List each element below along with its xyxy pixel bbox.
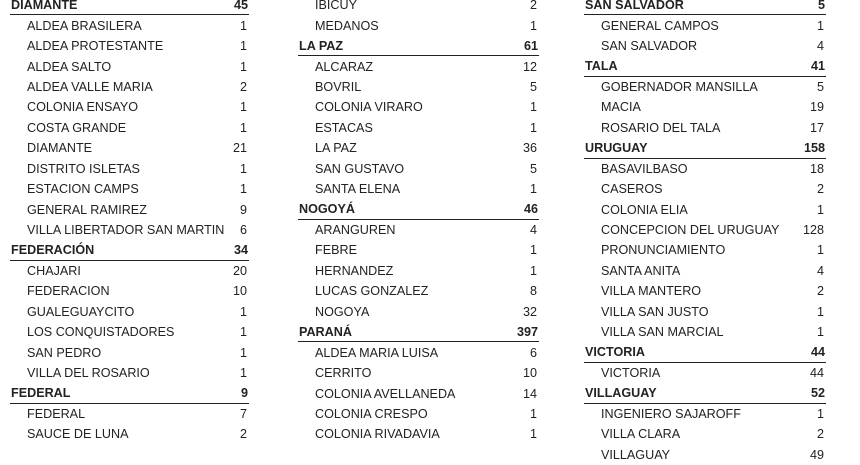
locality-count: 1 <box>239 120 247 135</box>
locality-name: FEDERACION <box>27 284 110 299</box>
locality-count: 2 <box>816 427 824 442</box>
locality-count: 36 <box>522 141 537 156</box>
locality-count: 1 <box>529 243 537 258</box>
locality-row <box>584 404 826 424</box>
locality-name: COLONIA CRESPO <box>315 406 428 421</box>
locality-name: VILLA SAN JUSTO <box>601 304 709 319</box>
locality-name: VILLA LIBERTADOR SAN MARTIN <box>27 223 225 238</box>
locality-name: LA PAZ <box>315 141 357 156</box>
locality-row <box>10 220 249 240</box>
department-total: 44 <box>810 345 825 360</box>
department-total: 158 <box>803 140 825 155</box>
locality-row <box>10 424 249 444</box>
locality-row <box>584 445 826 465</box>
locality-count: 2 <box>239 427 247 442</box>
department-header <box>10 383 249 403</box>
locality-name: DIAMANTE <box>27 141 93 156</box>
department-header <box>584 138 826 158</box>
department-header <box>298 322 539 342</box>
locality-row <box>584 179 826 199</box>
locality-row <box>584 36 826 56</box>
locality-name: VILLAGUAY <box>601 447 671 462</box>
department-name: DIAMANTE <box>11 0 78 12</box>
locality-count: 7 <box>239 406 247 421</box>
locality-row <box>298 424 539 444</box>
locality-row <box>298 15 539 35</box>
locality-count: 1 <box>816 325 824 340</box>
locality-name: COLONIA AVELLANEDA <box>315 386 456 401</box>
department-name: LA PAZ <box>299 38 344 53</box>
locality-name: GUALEGUAYCITO <box>27 304 135 319</box>
locality-count: 17 <box>809 120 824 135</box>
locality-name: GENERAL CAMPOS <box>601 18 719 33</box>
locality-count: 1 <box>239 100 247 115</box>
locality-row <box>10 302 249 322</box>
locality-row <box>584 118 826 138</box>
locality-name: IBICUY <box>315 0 357 13</box>
locality-row <box>10 77 249 97</box>
locality-row <box>10 138 249 158</box>
locality-row <box>584 322 826 342</box>
locality-row <box>584 302 826 322</box>
locality-row <box>584 281 826 301</box>
locality-name: FEDERAL <box>27 406 86 421</box>
locality-count: 5 <box>816 79 824 94</box>
locality-name: LUCAS GONZALEZ <box>315 284 429 299</box>
locality-row <box>584 220 826 240</box>
locality-count: 20 <box>232 263 247 278</box>
locality-row <box>298 261 539 281</box>
locality-name: COLONIA ENSAYO <box>27 100 139 115</box>
locality-count: 2 <box>816 182 824 197</box>
locality-name: COLONIA VIRARO <box>315 100 423 115</box>
locality-name: FEBRE <box>315 243 357 258</box>
locality-count: 1 <box>816 406 824 421</box>
locality-row <box>298 0 539 15</box>
locality-count: 10 <box>522 366 537 381</box>
locality-count: 6 <box>529 345 537 360</box>
locality-count: 32 <box>522 304 537 319</box>
locality-row <box>584 77 826 97</box>
department-header <box>10 0 249 15</box>
locality-row <box>10 261 249 281</box>
locality-row <box>298 342 539 362</box>
locality-name: INGENIERO SAJAROFF <box>601 406 741 421</box>
locality-row <box>10 56 249 76</box>
locality-name: SANTA ELENA <box>315 182 401 197</box>
locality-count: 1 <box>529 120 537 135</box>
locality-row <box>298 56 539 76</box>
locality-count: 9 <box>239 202 247 217</box>
locality-name: CONCEPCION DEL URUGUAY <box>601 223 780 238</box>
department-header <box>298 199 539 219</box>
locality-count: 1 <box>239 304 247 319</box>
locality-name: PRONUNCIAMIENTO <box>601 243 726 258</box>
locality-count: 1 <box>529 100 537 115</box>
locality-count: 18 <box>809 161 824 176</box>
locality-row <box>298 77 539 97</box>
locality-name: COSTA GRANDE <box>27 120 127 135</box>
locality-name: ESTACION CAMPS <box>27 182 139 197</box>
locality-count: 128 <box>802 223 824 238</box>
locality-name: ALDEA BRASILERA <box>27 18 142 33</box>
locality-row <box>298 138 539 158</box>
locality-count: 5 <box>529 79 537 94</box>
locality-row <box>298 240 539 260</box>
department-name: VILLAGUAY <box>585 386 657 401</box>
locality-count: 1 <box>239 161 247 176</box>
department-name: PARANÁ <box>299 324 352 339</box>
locality-row <box>584 261 826 281</box>
department-total: 397 <box>516 324 538 339</box>
locality-count: 1 <box>529 406 537 421</box>
locality-name: GOBERNADOR MANSILLA <box>601 79 758 94</box>
locality-name: ALCARAZ <box>315 59 374 74</box>
locality-name: HERNANDEZ <box>315 263 394 278</box>
locality-row <box>298 159 539 179</box>
locality-count: 2 <box>239 79 247 94</box>
locality-row <box>584 363 826 383</box>
locality-name: GENERAL RAMIREZ <box>27 202 147 217</box>
locality-count: 21 <box>232 141 247 156</box>
department-total: 46 <box>523 202 538 217</box>
department-name: NOGOYÁ <box>299 202 355 217</box>
locality-count: 6 <box>239 223 247 238</box>
locality-row <box>10 199 249 219</box>
locality-count: 44 <box>809 366 824 381</box>
locality-name: DISTRITO ISLETAS <box>27 161 140 176</box>
locality-name: CHAJARI <box>27 263 81 278</box>
locality-name: COLONIA ELIA <box>601 202 688 217</box>
locality-count: 1 <box>239 366 247 381</box>
column-3 <box>584 0 826 465</box>
locality-count: 1 <box>239 325 247 340</box>
locality-row <box>10 363 249 383</box>
locality-row <box>584 15 826 35</box>
locality-count: 1 <box>816 304 824 319</box>
locality-name: SAUCE DE LUNA <box>27 427 129 442</box>
locality-name: LOS CONQUISTADORES <box>27 325 175 340</box>
locality-row <box>10 404 249 424</box>
department-name: URUGUAY <box>585 140 648 155</box>
locality-count: 2 <box>816 284 824 299</box>
department-total: 52 <box>810 386 825 401</box>
locality-name: SANTA ANITA <box>601 263 681 278</box>
locality-row <box>10 118 249 138</box>
locality-name: NOGOYA <box>315 304 370 319</box>
locality-name: VILLA SAN MARCIAL <box>601 325 724 340</box>
locality-row <box>298 179 539 199</box>
locality-count: 49 <box>809 447 824 462</box>
department-total: 9 <box>240 386 248 401</box>
locality-row <box>298 383 539 403</box>
locality-name: COLONIA RIVADAVIA <box>315 427 440 442</box>
locality-count: 14 <box>522 386 537 401</box>
locality-name: ALDEA VALLE MARIA <box>27 79 153 94</box>
locality-name: MEDANOS <box>315 18 379 33</box>
locality-count: 1 <box>816 202 824 217</box>
locality-count: 1 <box>239 39 247 54</box>
locality-row <box>10 15 249 35</box>
locality-row <box>298 302 539 322</box>
locality-row <box>298 281 539 301</box>
locality-count: 1 <box>239 18 247 33</box>
locality-count: 1 <box>529 427 537 442</box>
department-total: 5 <box>817 0 825 12</box>
locality-name: VILLA MANTERO <box>601 284 702 299</box>
locality-count: 4 <box>816 39 824 54</box>
department-total: 34 <box>233 242 248 257</box>
locality-row <box>298 97 539 117</box>
department-header <box>298 36 539 56</box>
locality-count: 8 <box>529 284 537 299</box>
locality-name: SAN SALVADOR <box>601 39 698 54</box>
locality-row <box>298 404 539 424</box>
locality-row <box>584 97 826 117</box>
locality-row <box>10 322 249 342</box>
locality-name: SAN PEDRO <box>27 345 102 360</box>
column-1 <box>10 0 249 445</box>
department-name: SAN SALVADOR <box>585 0 684 12</box>
department-header <box>584 56 826 76</box>
locality-count: 4 <box>816 263 824 278</box>
locality-name: BASAVILBASO <box>601 161 688 176</box>
locality-count: 12 <box>522 59 537 74</box>
locality-count: 5 <box>529 161 537 176</box>
department-name: FEDERAL <box>11 386 71 401</box>
locality-count: 10 <box>232 284 247 299</box>
locality-row <box>584 159 826 179</box>
locality-row <box>584 424 826 444</box>
locality-name: ARANGUREN <box>315 223 396 238</box>
locality-count: 1 <box>529 263 537 278</box>
locality-name: ESTACAS <box>315 120 373 135</box>
department-name: VICTORIA <box>585 345 645 360</box>
locality-row <box>10 97 249 117</box>
locality-count: 1 <box>239 345 247 360</box>
locality-name: VILLA CLARA <box>601 427 681 442</box>
department-total: 45 <box>233 0 248 12</box>
column-2 <box>298 0 539 445</box>
locality-row <box>10 159 249 179</box>
locality-count: 1 <box>239 59 247 74</box>
locality-count: 1 <box>529 182 537 197</box>
department-total: 61 <box>523 38 538 53</box>
locality-count: 1 <box>816 18 824 33</box>
department-name: FEDERACIÓN <box>11 242 95 257</box>
department-header <box>584 0 826 15</box>
department-total: 41 <box>810 59 825 74</box>
locality-row <box>10 179 249 199</box>
locality-name: ALDEA PROTESTANTE <box>27 39 164 54</box>
locality-row <box>298 220 539 240</box>
locality-count: 1 <box>239 182 247 197</box>
locality-name: VICTORIA <box>601 366 661 381</box>
locality-name: CERRITO <box>315 366 372 381</box>
locality-row <box>10 342 249 362</box>
locality-count: 19 <box>809 100 824 115</box>
locality-count: 2 <box>529 0 537 13</box>
locality-row <box>298 363 539 383</box>
locality-count: 4 <box>529 223 537 238</box>
locality-name: SAN GUSTAVO <box>315 161 405 176</box>
locality-name: MACIA <box>601 100 641 115</box>
locality-row <box>584 199 826 219</box>
locality-row <box>584 240 826 260</box>
department-name: TALA <box>585 59 618 74</box>
locality-count: 1 <box>816 243 824 258</box>
locality-name: ALDEA MARIA LUISA <box>315 345 439 360</box>
locality-row <box>10 281 249 301</box>
department-header <box>584 383 826 403</box>
locality-name: BOVRIL <box>315 79 362 94</box>
locality-count: 1 <box>529 18 537 33</box>
locality-row <box>298 118 539 138</box>
locality-row <box>10 36 249 56</box>
locality-name: VILLA DEL ROSARIO <box>27 366 150 381</box>
locality-name: CASEROS <box>601 182 663 197</box>
department-header <box>10 240 249 260</box>
locality-name: ALDEA SALTO <box>27 59 112 74</box>
department-header <box>584 342 826 362</box>
locality-name: ROSARIO DEL TALA <box>601 120 721 135</box>
